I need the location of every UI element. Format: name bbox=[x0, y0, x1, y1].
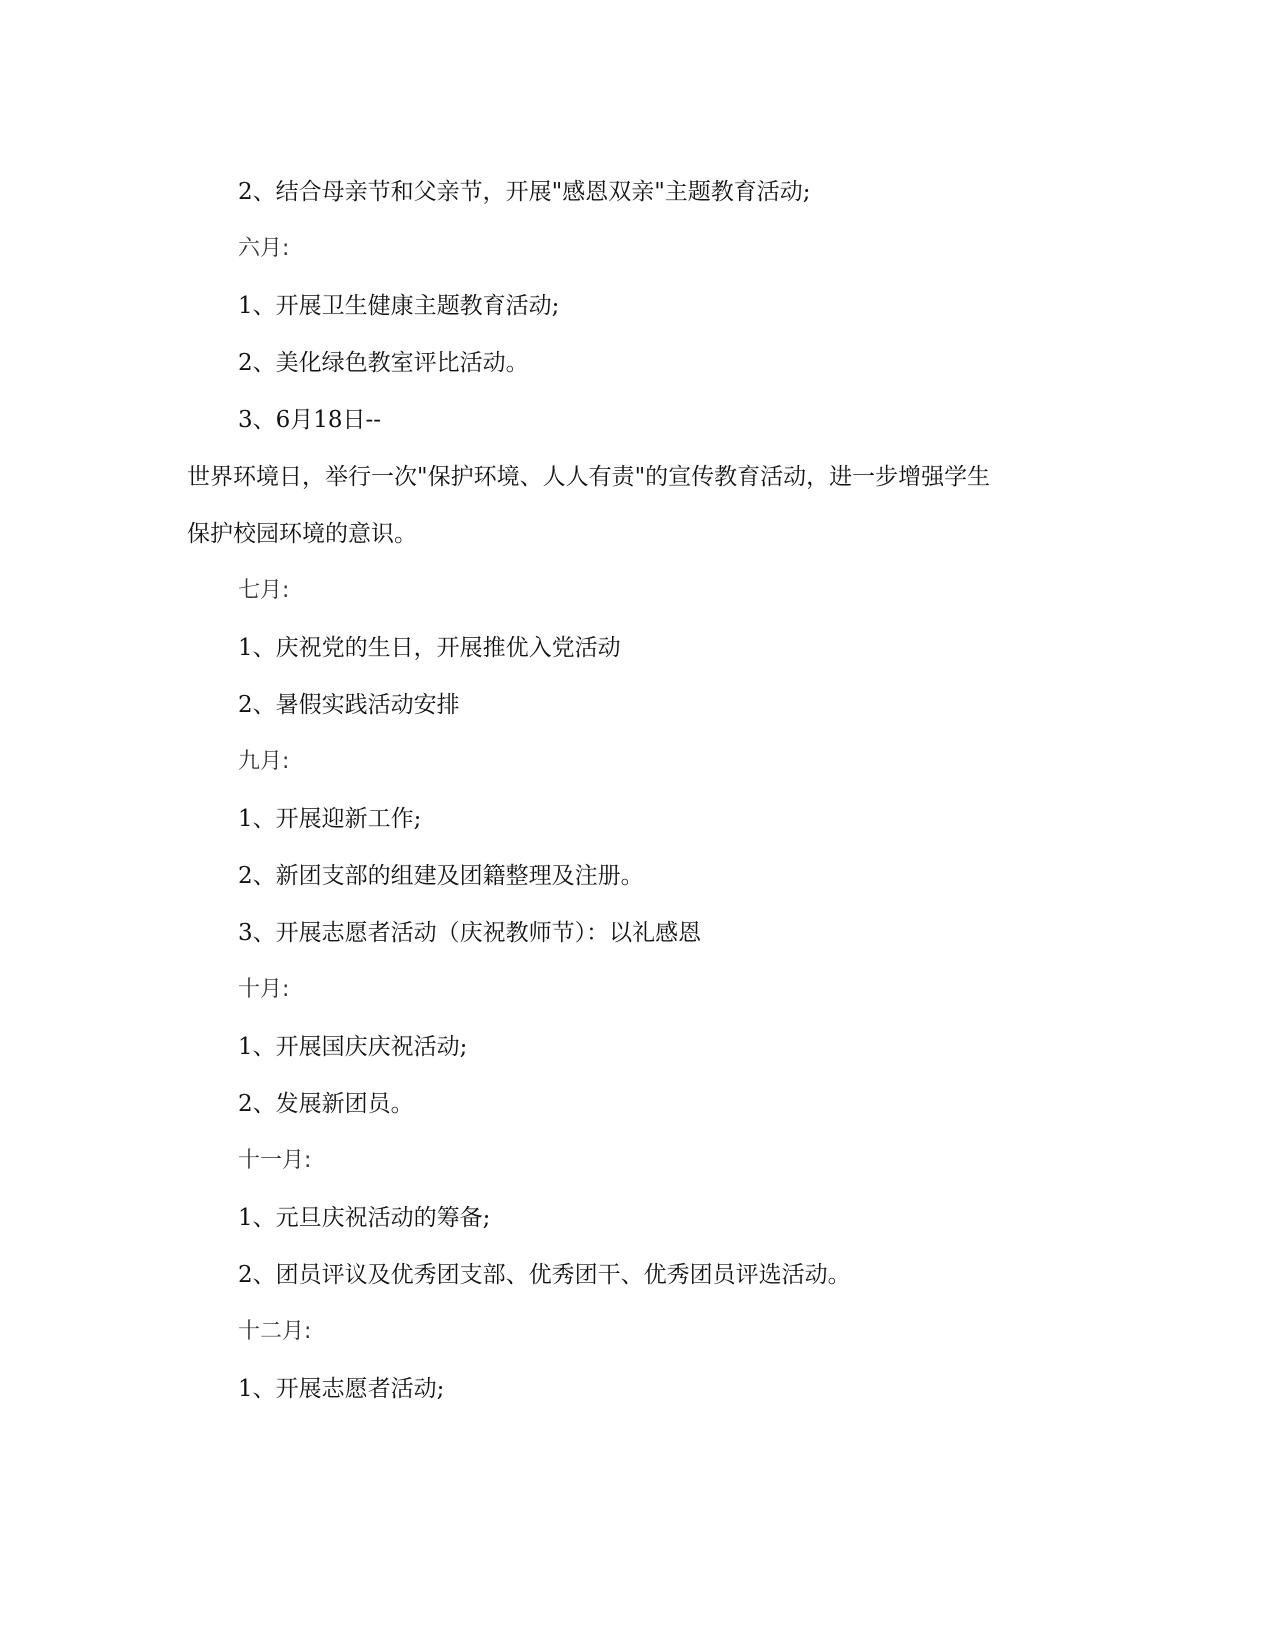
month-heading-september: 九月: bbox=[238, 749, 290, 774]
list-item: 2、发展新团员。 bbox=[238, 1091, 414, 1117]
list-item: 2、美化绿色教室评比活动。 bbox=[238, 350, 529, 376]
list-item: 1、开展迎新工作; bbox=[238, 806, 422, 832]
list-item: 3、开展志愿者活动（庆祝教师节）：以礼感恩 bbox=[238, 920, 702, 946]
list-item: 2、结合母亲节和父亲节，开展"感恩双亲"主题教育活动; bbox=[238, 179, 811, 205]
paragraph-line: 保护校园环境的意识。 bbox=[187, 521, 417, 547]
paragraph-line: 世界环境日，举行一次"保护环境、人人有责"的宣传教育活动，进一步增强学生 bbox=[187, 464, 991, 490]
month-heading-october: 十月: bbox=[238, 977, 290, 1002]
list-item: 1、开展卫生健康主题教育活动; bbox=[238, 293, 560, 319]
list-item: 2、暑假实践活动安排 bbox=[238, 692, 460, 718]
list-item: 2、团员评议及优秀团支部、优秀团干、优秀团员评选活动。 bbox=[238, 1262, 851, 1288]
list-item: 1、开展国庆庆祝活动; bbox=[238, 1034, 468, 1060]
list-item: 1、庆祝党的生日，开展推优入党活动 bbox=[238, 635, 621, 661]
list-item: 3、6月18日-- bbox=[238, 407, 382, 433]
list-item: 2、新团支部的组建及团籍整理及注册。 bbox=[238, 863, 644, 889]
list-item: 1、元旦庆祝活动的筹备; bbox=[238, 1205, 491, 1231]
month-heading-december: 十二月: bbox=[238, 1319, 312, 1344]
month-heading-july: 七月: bbox=[238, 578, 290, 603]
month-heading-june: 六月: bbox=[238, 236, 290, 261]
month-heading-november: 十一月: bbox=[238, 1148, 312, 1173]
list-item: 1、开展志愿者活动; bbox=[238, 1376, 445, 1402]
